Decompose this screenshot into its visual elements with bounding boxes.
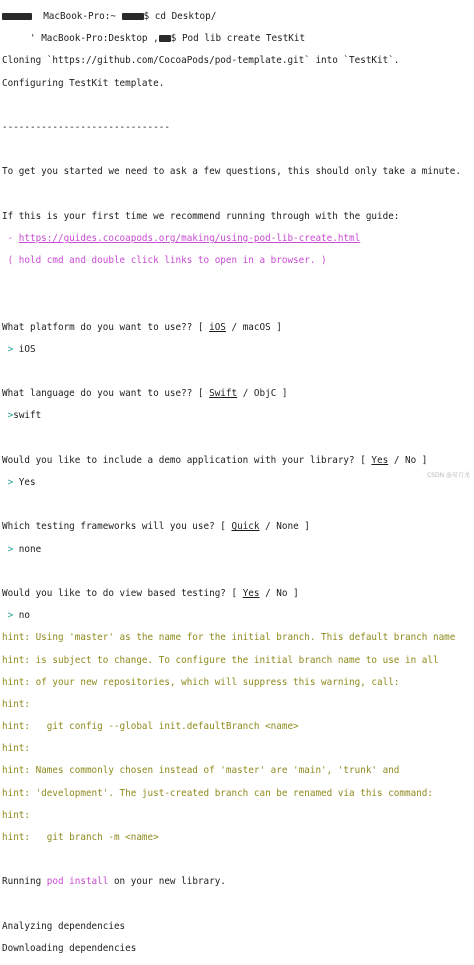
question-options: / None ] [259,521,310,533]
answer-marker-icon: > [2,343,19,355]
git-hint-line: hint: of your new repositories, which will suppress this warning, call: [2,676,400,688]
guide-link[interactable]: https://guides.cocoapods.org/making/using-pod-lib-create.html [18,232,361,244]
prompt-line-2: ' MacBook-Pro:Desktop , $ Pod lib create TestKit [2,33,306,45]
answer-text: iOS [18,343,36,355]
answer-text: no [18,610,30,622]
git-hint-line: hint: Names commonly chosen instead of 'master' are 'main', 'trunk' and [2,765,400,777]
git-hint-line: hint: [2,809,30,821]
downloading-line: Downloading dependencies [2,942,137,954]
guide-hint-line: ( hold cmd and double click links to open in a browser. ) [2,255,327,267]
watermark: CSDN @易百龙 [426,472,470,479]
default-option: Swift [209,388,238,400]
git-hint-line: hint: Using 'master' as the name for the initial branch. This default branch name [2,632,456,644]
git-hint-line: hint: 'development'. The just-created branch can be renamed via this command: [2,787,433,799]
answer-platform [2,344,474,355]
answer-view-testing [2,610,474,621]
answer-marker-icon: > [2,477,19,489]
running-line [2,876,474,887]
redacted-username [2,13,32,20]
intro-line: To get you started we need to ask a few questions, this should only take a minute. [2,166,461,178]
default-option: iOS [209,321,226,333]
answer-text: none [18,543,42,555]
question-view-testing [2,588,474,599]
question-text: Which testing frameworks will you use? [ [2,521,232,533]
answer-testing [2,544,474,555]
git-hint-line: hint: is subject to change. To configure the initial branch name to use in all [2,654,439,666]
guide-link-line [2,233,474,244]
prompt-line-1: MacBook-Pro:~ $ cd Desktop/ [2,11,474,22]
configuring-line: Configuring TestKit template. [2,77,165,89]
prompt-command: Pod lib create TestKit [181,33,306,45]
answer-text: Yes [18,477,36,489]
question-testing [2,521,474,532]
question-options: / macOS ] [225,321,282,333]
question-text: What language do you want to use?? [ [2,388,210,400]
redacted-username [159,35,171,42]
answer-text: swift [13,410,42,422]
prompt-host: MacBook-Pro:~ [43,11,116,23]
answer-marker-icon: > [2,543,19,555]
answer-marker-icon: > [2,610,19,622]
question-options: / No ] [388,454,428,466]
question-options: / No ] [259,587,299,599]
question-text: Would you like to include a demo application with your library? [ [2,454,372,466]
default-option: Yes [371,454,389,466]
guide-dash: - [2,232,19,244]
running-text: on your new library. [108,876,226,888]
answer-language [2,410,474,421]
prompt-host: MacBook-Pro:Desktop [41,33,148,45]
answer-marker-icon: > [7,410,14,422]
separator-line: ------------------------------ [2,122,170,134]
question-platform [2,322,474,333]
prompt-command: cd Desktop/ [154,11,217,23]
question-text: What platform do you want to use?? [ [2,321,210,333]
question-language [2,388,474,399]
answer-demo [2,477,474,488]
cloning-line: Cloning `https://github.com/CocoaPods/pod-template.git` into `TestKit`. [2,55,400,67]
redacted-username [122,13,144,20]
question-options: / ObjC ] [237,388,288,400]
analyzing-line: Analyzing dependencies [2,920,126,932]
git-hint-line: hint: [2,743,30,755]
default-option: Yes [242,587,260,599]
running-text: Running [2,876,47,888]
git-hint-line: hint: git config --global init.defaultBranch <name> [2,721,299,733]
question-text: Would you like to do view based testing? [ [2,587,243,599]
git-hint-line: hint: git branch -m <name> [2,832,159,844]
question-demo [2,455,474,466]
pod-install-command: pod install [46,876,109,888]
git-hint-line: hint: [2,698,30,710]
default-option: Quick [231,521,260,533]
first-time-line: If this is your first time we recommend running through with the guide: [2,210,400,222]
